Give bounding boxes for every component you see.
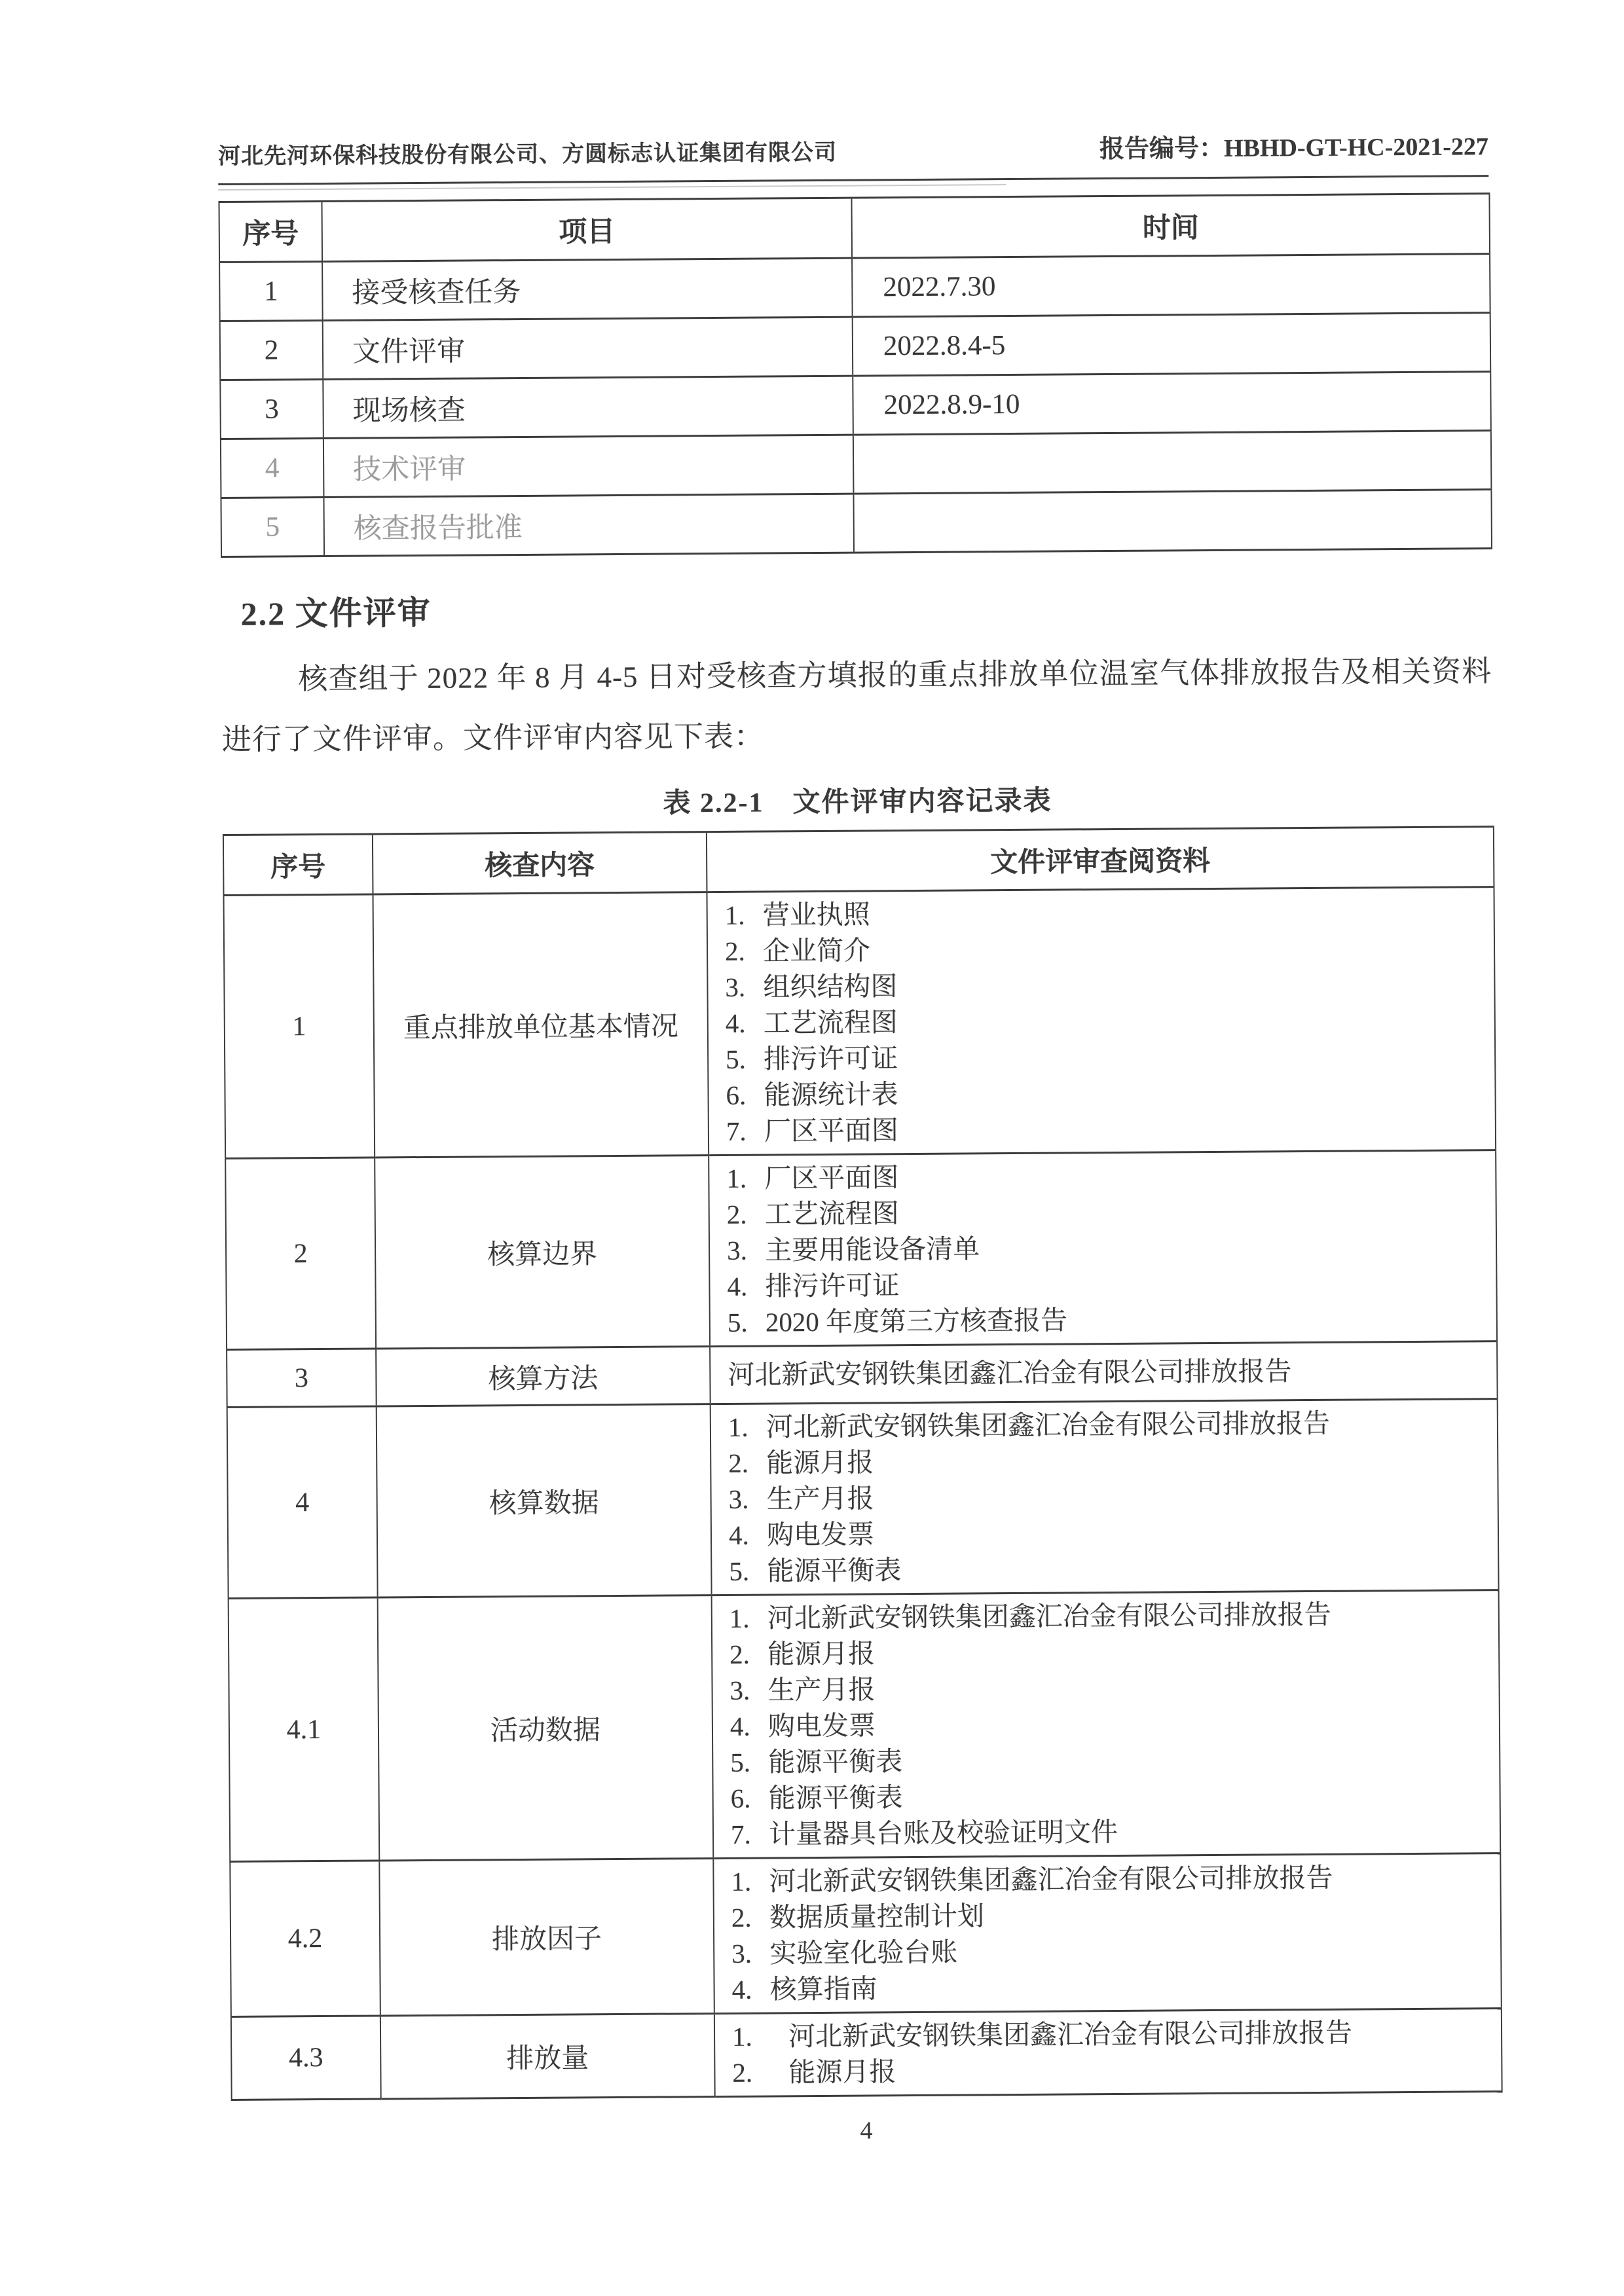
material-text: 能源平衡表	[768, 1746, 903, 1777]
material-line	[731, 1895, 1494, 1936]
material-text: 排污许可证	[765, 1270, 900, 1302]
schedule-header-time: 时间	[851, 194, 1490, 258]
material-line	[731, 1812, 1493, 1853]
schedule-cell-item: 技术评审	[323, 435, 854, 497]
review-cell-no: 2	[225, 1157, 376, 1350]
material-number: 1.	[724, 900, 745, 930]
review-table-body	[224, 887, 1502, 2100]
material-number: 2.	[731, 1902, 752, 1933]
schedule-cell-item: 文件评审	[323, 317, 853, 379]
material-text: 河北新武安钢铁集团鑫汇冶金有限公司排放报告	[728, 1356, 1292, 1390]
material-number: 1.	[731, 2021, 752, 2052]
material-text: 生产月报	[767, 1674, 876, 1705]
material-number: 2.	[732, 2057, 753, 2088]
material-number: 4.	[729, 1711, 750, 1741]
material-line	[728, 1352, 1490, 1393]
material-line	[728, 1440, 1490, 1482]
schedule-cell-no: 2	[220, 320, 323, 380]
material-text: 排污许可证	[764, 1043, 898, 1074]
material-text: 河北新武安钢铁集团鑫汇冶金有限公司排放报告	[769, 1862, 1333, 1897]
material-number: 1.	[728, 1412, 748, 1442]
material-line	[731, 1967, 1494, 2008]
material-text: 厂区平面图	[764, 1115, 899, 1146]
review-cell-content: 排放量	[380, 2014, 715, 2099]
material-text: 主要用能设备清单	[764, 1233, 980, 1266]
material-number: 1.	[729, 1603, 750, 1633]
material-number: 3.	[725, 972, 746, 1002]
header-company-names: 河北先河环保科技股份有限公司、方圆标志认证集团有限公司	[217, 140, 838, 170]
review-header-row	[223, 827, 1494, 896]
material-line	[725, 964, 1487, 1006]
material-line	[729, 1595, 1492, 1637]
schedule-row	[221, 431, 1492, 498]
material-text: 计量器具台账及校验证明文件	[768, 1816, 1118, 1850]
schedule-cell-time: 2022.7.30	[852, 254, 1490, 317]
schedule-header-no: 序号	[219, 201, 322, 262]
material-line	[729, 1631, 1492, 1673]
material-line	[727, 1264, 1489, 1305]
material-text: 能源平衡表	[767, 1555, 902, 1586]
review-cell-materials	[707, 887, 1496, 1156]
review-cell-no: 3	[227, 1349, 377, 1408]
material-number: 5.	[727, 1307, 748, 1338]
review-cell-materials	[710, 1341, 1498, 1404]
material-text: 厂区平面图	[764, 1162, 899, 1194]
material-number: 5.	[730, 1747, 751, 1777]
review-cell-no: 4	[227, 1406, 378, 1599]
material-line	[728, 1476, 1490, 1518]
schedule-table-body	[219, 254, 1492, 557]
review-row	[225, 1150, 1497, 1350]
review-cell-materials	[710, 1399, 1499, 1595]
material-text: 购电发票	[767, 1710, 876, 1741]
material-line	[726, 1000, 1488, 1042]
material-number: 4.	[725, 1008, 746, 1038]
review-cell-materials	[713, 1853, 1502, 2014]
section-paragraph: 核查组于 2022 年 8 月 4-5 日对受核查方填报的重点排放单位温室气体排放报告及相关资料进行了文件评审。文件评审内容见下表：	[221, 655, 1492, 757]
material-number: 2.	[728, 1448, 749, 1478]
material-number: 5.	[729, 1556, 750, 1586]
material-text: 能源统计表	[764, 1079, 898, 1110]
material-line	[729, 1667, 1492, 1709]
schedule-cell-no: 3	[220, 379, 323, 439]
schedule-table-head	[219, 194, 1490, 263]
schedule-cell-item: 现场核查	[323, 376, 853, 438]
material-text: 核算指南	[769, 1973, 877, 2005]
review-row	[230, 1853, 1502, 2017]
header-report-number: 报告编号：HBHD-GT-HC-2021-227	[1099, 133, 1489, 164]
material-text: 河北新武安钢铁集团鑫汇冶金有限公司排放报告	[788, 2017, 1353, 2052]
review-row	[227, 1399, 1499, 1599]
material-text: 河北新武安钢铁集团鑫汇冶金有限公司排放报告	[767, 1599, 1331, 1633]
material-text: 工艺流程图	[764, 1198, 899, 1230]
review-row	[224, 887, 1496, 1159]
material-line	[725, 892, 1487, 934]
material-line	[726, 1036, 1488, 1078]
schedule-header-row	[219, 194, 1490, 263]
schedule-cell-time: 2022.8.4-5	[853, 313, 1491, 376]
review-cell-materials	[709, 1150, 1497, 1347]
material-line	[728, 1300, 1490, 1341]
material-line	[726, 1072, 1488, 1114]
review-header-materials: 文件评审查阅资料	[707, 827, 1494, 892]
material-line	[726, 1156, 1488, 1197]
material-text: 生产月报	[766, 1483, 874, 1514]
material-number: 7.	[730, 1819, 751, 1850]
schedule-cell-item: 核查报告批准	[323, 494, 854, 556]
review-row	[229, 1590, 1501, 1862]
review-cell-content: 活动数据	[378, 1595, 714, 1861]
schedule-cell-no: 1	[219, 261, 323, 321]
material-text: 2020 年度第三方核查报告	[765, 1305, 1068, 1338]
material-line	[731, 1931, 1494, 1972]
material-number: 2.	[724, 936, 745, 966]
schedule-row	[220, 313, 1491, 380]
schedule-cell-time	[853, 431, 1492, 494]
schedule-cell-no: 4	[221, 438, 324, 498]
material-number: 2.	[729, 1639, 750, 1669]
page-header	[218, 126, 1488, 183]
material-text: 营业执照	[762, 899, 870, 930]
material-line	[727, 1192, 1489, 1233]
review-cell-no: 4.2	[230, 1861, 380, 2017]
material-text: 能源平衡表	[768, 1782, 903, 1813]
material-number: 1.	[731, 1866, 752, 1897]
schedule-header-item: 项目	[322, 198, 852, 261]
material-line	[726, 1108, 1488, 1150]
material-text: 河北新武安钢铁集团鑫汇冶金有限公司排放报告	[766, 1408, 1331, 1442]
material-number: 7.	[726, 1116, 747, 1146]
material-text: 能源月报	[788, 2056, 896, 2088]
material-number: 6.	[730, 1783, 751, 1813]
material-text: 实验室化验台账	[769, 1937, 958, 1969]
review-cell-no: 4.1	[229, 1597, 380, 1862]
material-text: 工艺流程图	[763, 1007, 898, 1038]
material-text: 数据质量控制计划	[769, 1901, 985, 1933]
section-heading: 2.2 文件评审	[240, 594, 432, 632]
review-cell-no: 4.3	[231, 2016, 381, 2100]
review-row	[231, 2009, 1502, 2100]
schedule-row	[221, 490, 1492, 557]
header-rule-ghost	[218, 184, 1006, 191]
review-cell-materials	[714, 2009, 1502, 2097]
schedule-cell-no: 5	[221, 497, 324, 556]
review-table-caption: 表 2.2-1 文件评审内容记录表	[663, 786, 1052, 819]
material-line	[730, 1740, 1492, 1781]
review-cell-materials	[712, 1590, 1501, 1859]
material-line	[732, 2050, 1494, 2091]
material-text: 购电发票	[766, 1519, 875, 1550]
material-number: 4.	[727, 1271, 748, 1302]
review-cell-no: 1	[224, 894, 375, 1159]
review-cell-content: 核算边界	[375, 1156, 710, 1349]
material-line	[731, 1859, 1493, 1900]
material-number: 3.	[726, 1235, 748, 1266]
material-number: 2.	[726, 1199, 747, 1230]
material-line	[729, 1548, 1491, 1590]
material-number: 3.	[729, 1675, 750, 1705]
schedule-row	[220, 372, 1491, 439]
schedule-cell-time	[853, 490, 1492, 553]
material-number: 4.	[728, 1520, 749, 1550]
schedule-cell-item: 接受核查任务	[322, 258, 853, 320]
material-line	[729, 1512, 1491, 1554]
material-number: 4.	[731, 1974, 752, 2005]
schedule-cell-time: 2022.8.9-10	[853, 372, 1491, 435]
review-header-content: 核查内容	[373, 832, 707, 894]
review-cell-content: 重点排放单位基本情况	[373, 892, 709, 1157]
material-line	[730, 1704, 1492, 1745]
review-cell-content: 排放因子	[379, 1859, 714, 2016]
verification-schedule-table	[218, 192, 1492, 558]
page-number: 4	[860, 2117, 873, 2145]
material-number: 3.	[731, 1938, 752, 1969]
material-line	[725, 928, 1487, 970]
material-number: 3.	[728, 1484, 749, 1514]
review-table-head	[223, 827, 1494, 896]
material-number: 1.	[726, 1163, 747, 1194]
material-text: 组织结构图	[763, 971, 898, 1002]
schedule-row	[219, 254, 1490, 321]
document-review-table	[223, 826, 1503, 2101]
material-text: 能源月报	[766, 1447, 874, 1478]
scanned-content	[218, 126, 1502, 2149]
material-number: 6.	[726, 1080, 747, 1110]
review-header-no: 序号	[223, 834, 373, 896]
review-cell-content: 核算数据	[377, 1404, 712, 1597]
material-line	[728, 1404, 1490, 1446]
review-row	[227, 1341, 1498, 1408]
material-number: 5.	[726, 1044, 747, 1074]
material-line	[732, 2014, 1494, 2055]
material-text: 企业简介	[762, 935, 871, 966]
material-line	[727, 1228, 1489, 1269]
material-line	[730, 1776, 1492, 1817]
material-text: 能源月报	[767, 1638, 876, 1669]
review-cell-content: 核算方法	[376, 1347, 710, 1406]
